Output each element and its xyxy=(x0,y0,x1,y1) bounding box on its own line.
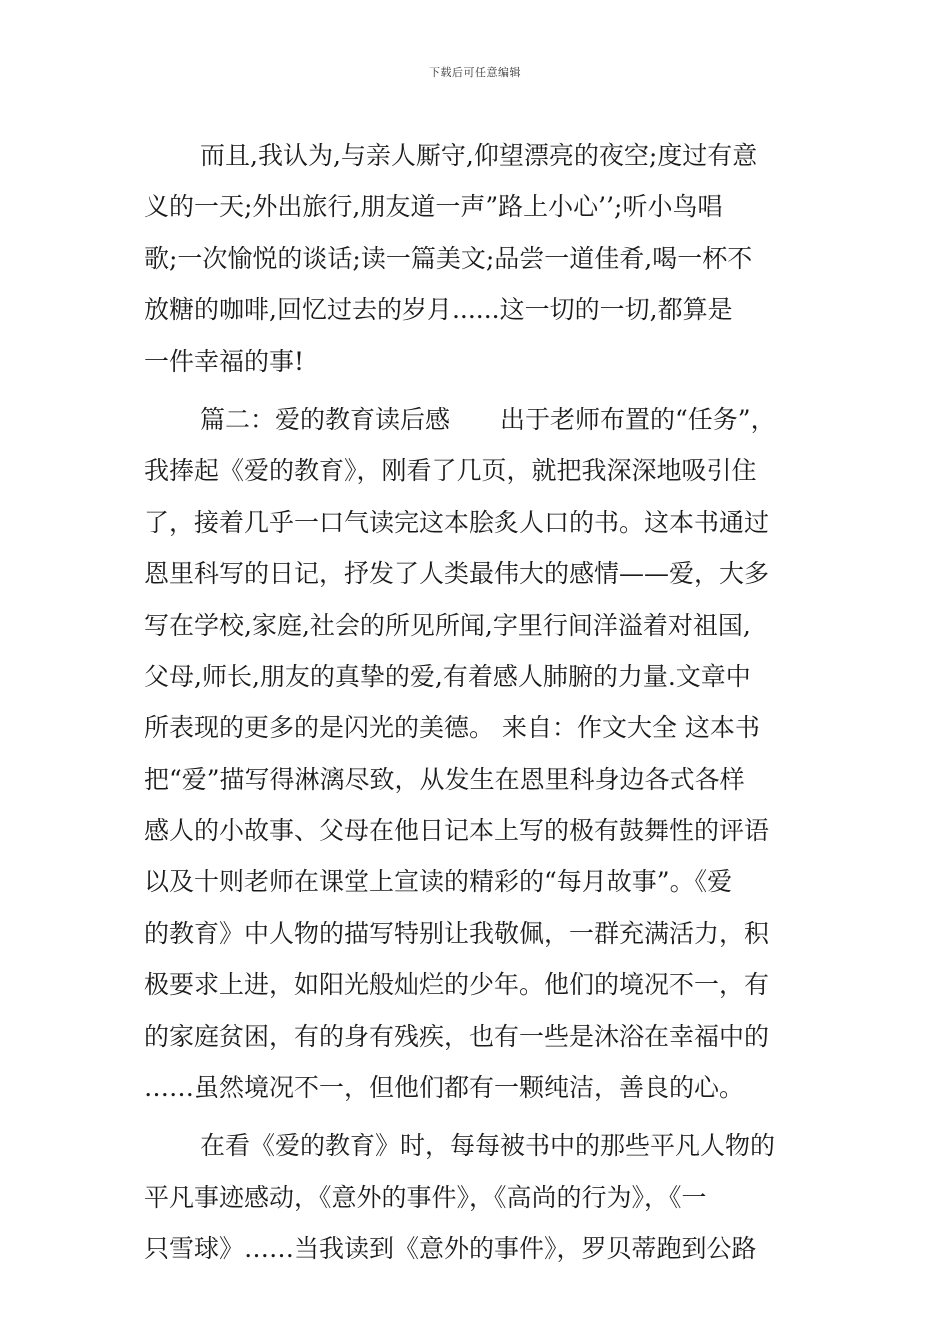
paragraph-2-line-1: 篇二：爱的教育读后感 出于老师布置的“任务”， xyxy=(200,404,776,434)
paragraph-1-line-2: 义的一天;外出旅行,朋友道一声”路上小心’’;听小鸟唱 xyxy=(144,192,723,222)
paragraph-2-line-11: 的教育》中人物的描写特别让我敬佩，一群充满活力，积 xyxy=(144,918,770,948)
paragraph-2-line-7: 所表现的更多的是闪光的美德。 来自：作文大全 这本书 xyxy=(144,713,760,743)
paragraph-2-line-13: 的家庭贫困，有的身有残疾，也有一些是沐浴在幸福中的 xyxy=(144,1021,770,1051)
paragraph-2-line-6: 父母,师长,朋友的真挚的爱,有着感人肺腑的力量.文章中 xyxy=(144,661,751,691)
paragraph-2-line-4: 恩里科写的日记，抒发了人类最伟大的感情——爱，大多 xyxy=(144,559,770,589)
paragraph-2-line-12: 极要求上进，如阳光般灿烂的少年。他们的境况不一，有 xyxy=(144,970,770,1000)
document-body xyxy=(144,130,808,1275)
paragraph-1-line-4: 放糖的咖啡,回忆过去的岁月......这一切的一切,都算是 xyxy=(144,295,733,325)
paragraph-2-line-3: 了，接着几乎一口气读完这本脍炙人口的书。这本书通过 xyxy=(144,507,770,537)
paragraph-2-line-9: 感人的小故事、父母在他日记本上写的极有鼓舞性的评语 xyxy=(144,816,770,846)
paragraph-1-line-1: 而且,我认为,与亲人厮守,仰望漂亮的夜空;度过有意 xyxy=(200,141,758,170)
page-header: 下载后可任意编辑 xyxy=(429,66,521,79)
paragraph-2-line-14: ……虽然境况不一，但他们都有一颗纯洁，善良的心。 xyxy=(144,1073,745,1103)
paragraph-1-line-3: 歌;一次愉悦的谈话;读一篇美文;品尝一道佳肴,喝一杯不 xyxy=(144,243,753,273)
paragraph-3-line-2: 平凡事迹感动，《意外的事件》，《高尚的行为》，《一 xyxy=(144,1182,707,1212)
paragraph-2-line-8: 把“爱”描写得淋漓尽致，从发生在恩里科身边各式各样 xyxy=(144,764,745,794)
paragraph-3-line-1: 在看《爱的教育》时，每每被书中的那些平凡人物的 xyxy=(200,1131,776,1161)
paragraph-2-line-5: 写在学校,家庭,社会的所见所闻,字里行间洋溢着对祖国, xyxy=(144,610,751,640)
paragraph-1-line-5: 一件幸福的事! xyxy=(144,346,305,376)
paragraph-3-line-3: 只雪球》……当我读到《意外的事件》，罗贝蒂跑到公路 xyxy=(144,1234,757,1264)
paragraph-2-line-2: 我捧起《爱的教育》，刚看了几页，就把我深深地吸引住 xyxy=(144,456,757,486)
paragraph-2-line-10: 以及十则老师在课堂上宣读的精彩的“每月故事”。《爱 xyxy=(144,867,733,897)
